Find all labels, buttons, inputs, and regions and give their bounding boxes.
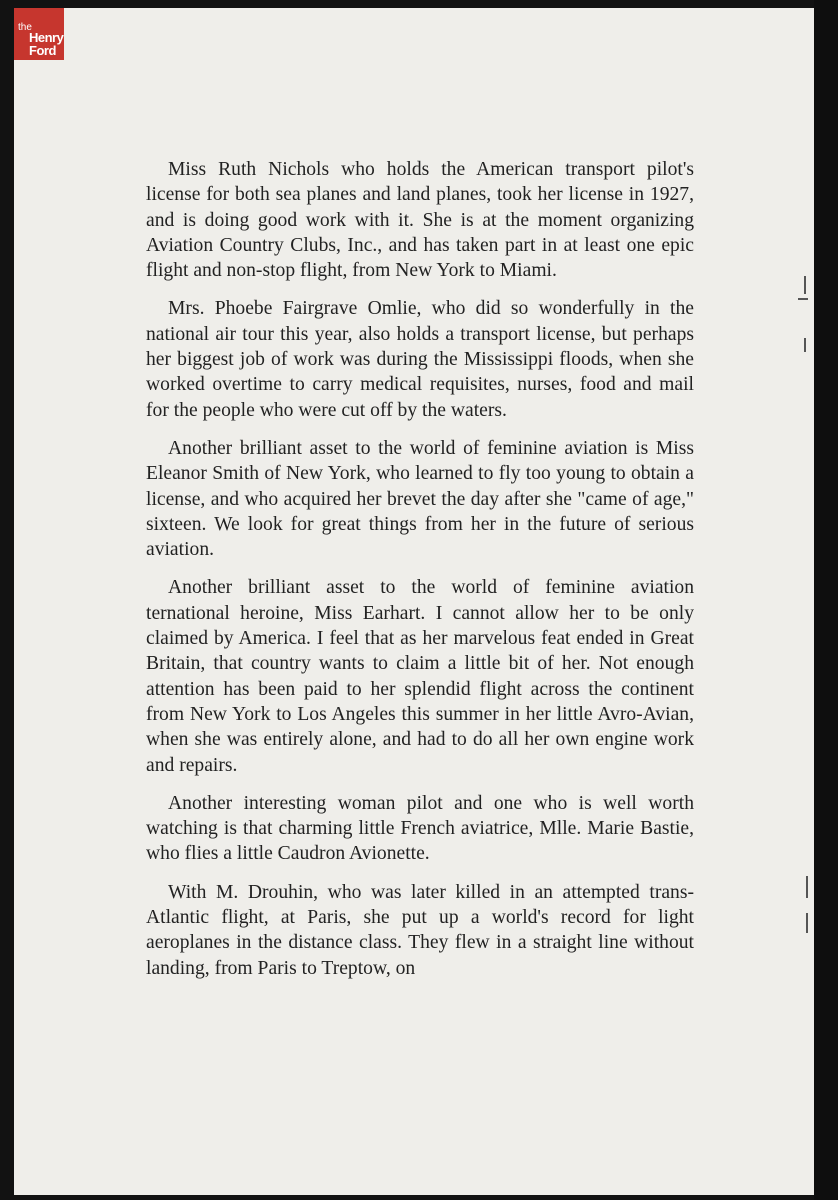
paragraph-ruth-nichols: Miss Ruth Nichols who holds the American transport pilot's license for both sea planes and land planes, took her license in 1927, and is doing good work with it. She is at the moment organizing Aviation Country Clubs, Inc., and has taken part in at least one epic flight and non-stop flight, from New York to Miami. (146, 159, 694, 282)
paragraph-eleanor-smith: Another brilliant asset to the world of feminine aviation is Miss Eleanor Smith of New York, who learned to fly too young to obtain a license, and who acquired her brevet the day after she "came of age," sixteen. We look for great things from her in the future of serious aviation. (146, 437, 694, 561)
page-edge-shadow (814, 0, 838, 1200)
paragraph-marie-bastie: Another interesting woman pilot and one who is well worth watching is that charming little French aviatrice, Mlle. Marie Bastie, who flies a little Caudron Avionette. (146, 792, 694, 865)
article-body (146, 157, 694, 994)
paragraph-miss-earhart: Another brilliant asset to the world of feminine aviation ternational heroine, Miss Earhart. I cannot allow her to be only claimed by America. I feel that as her marvelous feat ended in Great Britain, that country wants to claim a little bit of her. Not enough attention has been paid to her splendid flight across the continent from New York to Los Angeles this summer in her little Avro-Avian, when she was entirely alone, and had to do all her own engine work and repairs. (146, 577, 694, 776)
binding-mark (804, 276, 806, 294)
binding-mark (798, 298, 808, 300)
paragraph-drouhin-record: With M. Drouhin, who was later killed in an attempted trans-Atlantic flight, at Paris, she put up a world's record for light aeroplanes in the distance class. They flew in a straight line without landing, from Paris to Treptow, on (146, 881, 694, 979)
paragraph-phoebe-omlie: Mrs. Phoebe Fairgrave Omlie, who did so wonderfully in the national air tour this year, also holds a transport license, but perhaps her biggest job of work was during the Mississippi floods, when she worked overtime to carry medical requisites, nurses, food and mail for the people who were cut off by the waters. (146, 298, 694, 421)
binding-mark (806, 913, 808, 933)
henry-ford-logo (14, 8, 64, 60)
logo-the-text: the (18, 22, 32, 33)
logo-henry-text: Henry (29, 30, 64, 45)
binding-mark (804, 338, 806, 352)
binding-mark (806, 876, 808, 898)
document-page (14, 8, 814, 1195)
logo-ford-text: Ford (29, 43, 56, 58)
